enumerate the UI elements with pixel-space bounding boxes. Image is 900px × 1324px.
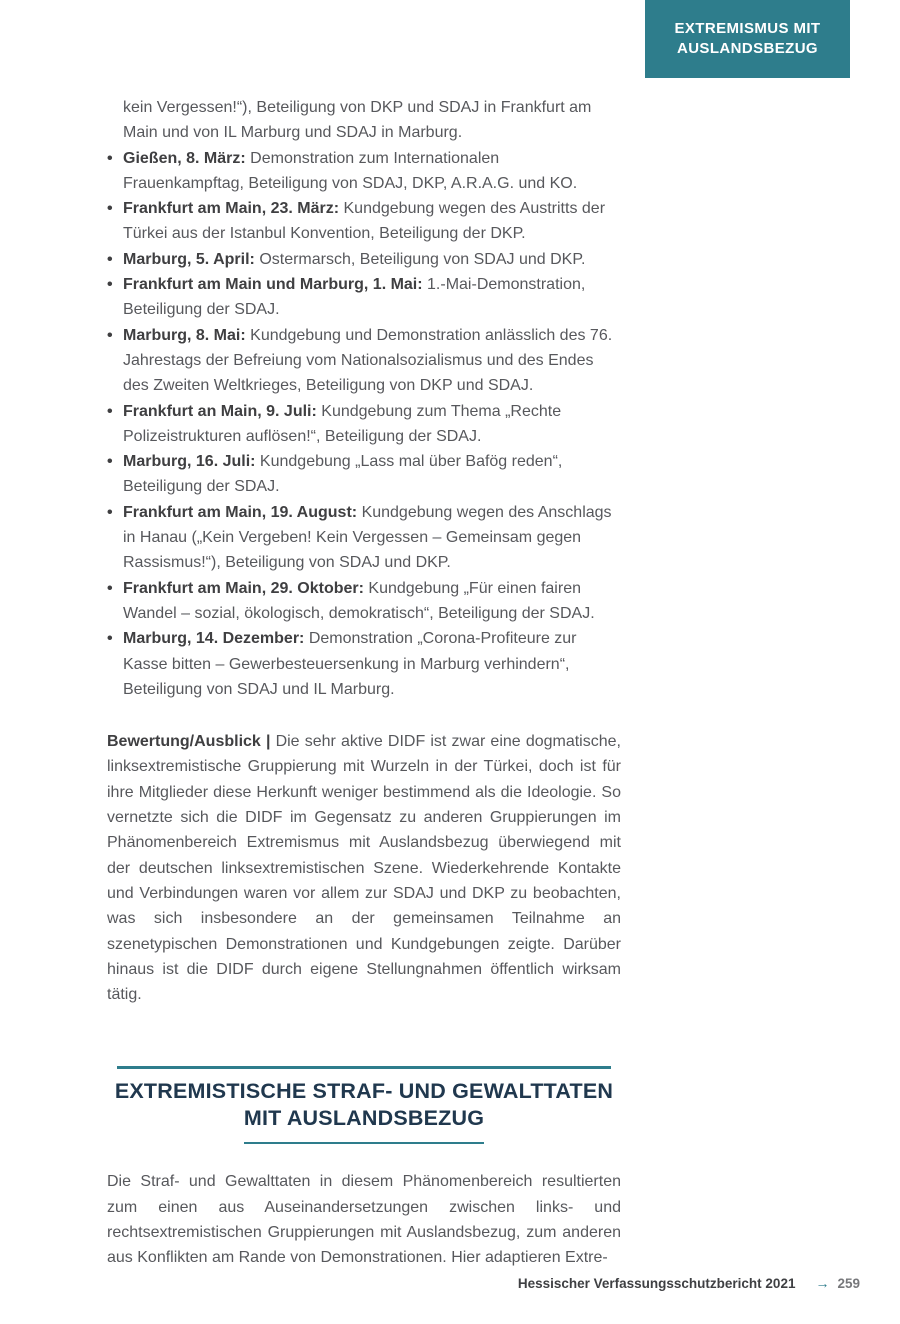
section-intro-paragraph: Die Straf- und Gewalttaten in diesem Phänomenbereich resultierten zum einen aus Auseinandersetzungen zwischen links- und rechtsextremistischen Gruppierungen mit Auslandsbezug, zum anderen aus Konflikten am Rande von Demonstrationen. Hier adaptieren Extre-	[107, 1173, 621, 1267]
event-date-label: Frankfurt am Main, 19. August:	[123, 503, 358, 521]
list-item	[107, 399, 621, 450]
bullet-icon: •	[107, 276, 113, 294]
arrow-right-icon: →	[815, 1275, 830, 1291]
event-text: Kundgebung und Demonstration anlässlich des 76. Jahrestags der Befreiung vom Nationalsozialismus und des Endes des Zweiten Weltkrieges, Beteiligung von DKP und SDAJ.	[123, 326, 613, 395]
list-item	[107, 626, 621, 702]
list-item	[107, 323, 621, 399]
assessment-label: Bewertung/Ausblick |	[107, 733, 271, 751]
event-text: Kundgebung zum Thema „Rechte Polizeistrukturen auflösen!“, Beteiligung der SDAJ.	[123, 402, 562, 445]
chapter-tab-line2: AUSLANDSBEZUG	[676, 40, 819, 57]
event-text: Kundgebung wegen des Anschlags in Hanau („Kein Vergeben! Kein Vergessen – Gemeinsam gegen Rassismus!“), Beteiligung von SDAJ und DKP.	[123, 503, 612, 572]
heading-rule-bottom	[244, 1142, 484, 1144]
event-text: Kundgebung wegen des Austritts der Türkei aus der Istanbul Konvention, Beteiligung der DKP.	[123, 200, 606, 243]
event-date-label: Marburg, 5. April:	[123, 250, 255, 268]
bullet-icon: •	[107, 630, 113, 648]
event-list	[107, 146, 621, 703]
event-date-label: Marburg, 8. Mai:	[123, 326, 246, 344]
list-item	[107, 449, 621, 500]
section-title-line2: MIT AUSLANDSBEZUG	[243, 1106, 485, 1131]
event-date-label: Gießen, 8. März:	[123, 149, 246, 167]
chapter-tab	[645, 0, 850, 78]
event-date-label: Frankfurt am Main, 23. März:	[123, 200, 340, 218]
event-text: Ostermarsch, Beteiligung von SDAJ und DKP.	[259, 250, 586, 268]
chapter-tab-line1: EXTREMISMUS MIT	[674, 20, 821, 37]
report-title: Hessischer Verfassungsschutzbericht 2021	[517, 1276, 796, 1291]
bullet-icon: •	[107, 149, 113, 167]
page-footer	[518, 1274, 860, 1293]
list-item	[107, 247, 621, 272]
event-date-label: Marburg, 16. Juli:	[123, 453, 256, 471]
event-text: Kundgebung „Lass mal über Bafög reden“, Beteiligung der SDAJ.	[123, 453, 563, 496]
bullet-icon: •	[107, 579, 113, 597]
assessment-paragraph	[107, 729, 621, 1007]
list-item	[107, 196, 621, 247]
event-text: 1.-Mai-Demonstration, Beteiligung der SDAJ.	[123, 276, 586, 319]
continuation-paragraph: kein Vergessen!“), Beteiligung von DKP und SDAJ in Frankfurt am Main und von IL Marburg und SDAJ in Marburg.	[123, 99, 592, 142]
section-heading-block	[107, 1066, 621, 1144]
assessment-text: Die sehr aktive DIDF ist zwar eine dogmatische, linksextremistische Gruppierung mit Wurzeln in der Türkei, doch ist für ihre Mitglieder diese Herkunft weniger bestimmend als die Ideologie. So vernetzte sich die DIDF im Gegensatz zu anderen Gruppierungen im Phänomenbereich Extremismus mit Auslandsbezug überwiegend mit der deutschen linksextremistischen Szene. Wiederkehrende Kontakte und Verbindungen waren vor allem zur SDAJ und DKP zu beobachten, was sich insbesondere an der gemeinsamen Teilnahme an szenetypischen Demonstrationen und Kundgebungen zeigte. Darüber hinaus ist die DIDF durch eigene Stellungnahmen öffentlich wirksam tätig.	[107, 733, 621, 1004]
heading-rule-top	[117, 1066, 611, 1069]
list-item	[107, 500, 621, 576]
page-number: 259	[837, 1276, 860, 1291]
bullet-icon: •	[107, 453, 113, 471]
bullet-icon: •	[107, 402, 113, 420]
bullet-icon: •	[107, 503, 113, 521]
event-date-label: Frankfurt an Main, 9. Juli:	[123, 402, 317, 420]
list-item	[107, 576, 621, 627]
event-text: Kundgebung „Für einen fairen Wandel – sozial, ökologisch, demokratisch“, Beteiligung der SDAJ.	[123, 579, 595, 622]
bullet-icon: •	[107, 326, 113, 344]
section-title	[107, 1078, 621, 1132]
bullet-icon: •	[107, 250, 113, 268]
event-date-label: Frankfurt am Main und Marburg, 1. Mai:	[123, 276, 423, 294]
list-item	[107, 272, 621, 323]
text-column	[107, 95, 621, 1271]
event-text: Demonstration zum Internationalen Frauenkampftag, Beteiligung von SDAJ, DKP, A.R.A.G. und KO.	[123, 149, 578, 192]
bullet-icon: •	[107, 200, 113, 218]
event-date-label: Frankfurt am Main, 29. Oktober:	[123, 579, 364, 597]
event-date-label: Marburg, 14. Dezember:	[123, 630, 305, 648]
list-item	[107, 146, 621, 197]
section-title-line1: EXTREMISTISCHE STRAF- UND GEWALTTATEN	[114, 1079, 614, 1104]
event-text: Demonstration „Corona-Profiteure zur Kasse bitten – Gewerbesteuersenkung in Marburg verhindern“, Beteiligung von SDAJ und IL Marburg.	[123, 630, 577, 698]
